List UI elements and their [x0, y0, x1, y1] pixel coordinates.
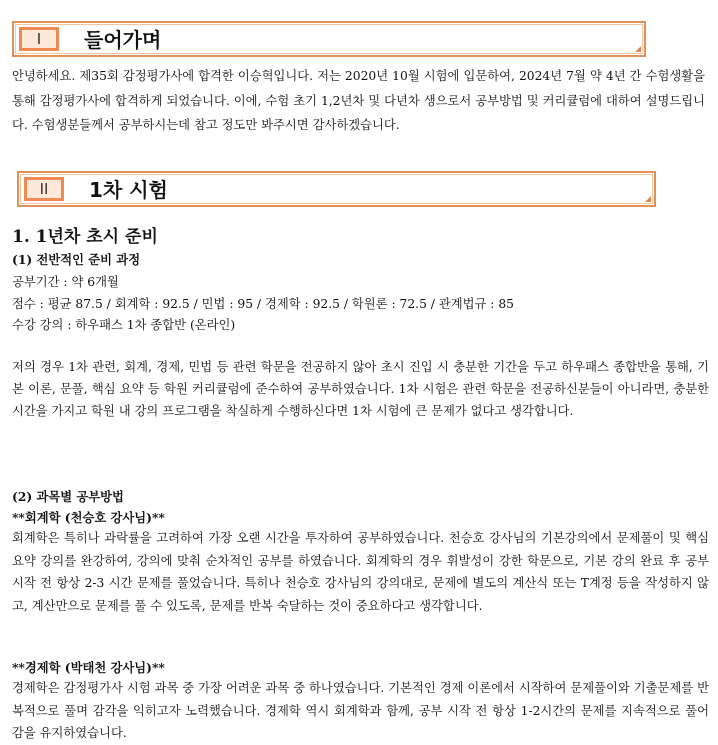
section-title: 들어가며	[84, 28, 162, 52]
intro-paragraph: 안녕하세요. 제35회 감정평가사에 합격한 이승혁입니다. 저는 2020년 10월 시험에 입문하여, 2024년 7월 약 4년 간 수험생활을 통해 감정평가사에 합격하게 되었습니다. 이에, 수험 초기 1,2년차 및 다년차 생으로서 공부방법 및 커리큘럼에 대하여 설명드립니다. 수험생분들께서 공부하시는데 참고 정도만 봐주시면 감사하겠습니다.	[12, 69, 705, 132]
section-header-2	[17, 171, 656, 207]
accounting-paragraph: 회계학은 특히나 과락률을 고려하여 가장 오랜 시간을 투자하여 공부하였습니다. 천승호 강사님의 기본강의에서 문제풀이 및 핵심 요약 강의를 완강하여, 강의에 맞춰 순차적인 공부를 하였습니다. 회계학의 경우 휘발성이 강한 학문으로, 기본 강의 완료 후 공부 시작 전 항상 2-3 시간 문제를 풀었습니다. 특히나 천승호 강사님의 강의대로, 문제에 별도의 계산식 또는 T계정 등을 작성하지 않고, 계산만으로 문제를 풀 수 있도록, 문제를 반복 숙달하는 것이 중요하다고 생각합니다.	[12, 531, 709, 613]
section-number-badge	[19, 27, 59, 51]
part1-heading: (1) 전반적인 준비 과정	[12, 252, 141, 267]
economics-heading: **경제학 (박태천 강사님)**	[12, 660, 165, 675]
corner-triangle-icon	[635, 46, 641, 52]
section-number: I	[22, 30, 56, 48]
section-header-1	[12, 21, 646, 57]
study-period: 공부기간 : 약 6개월	[12, 275, 119, 289]
accounting-heading: **회계학 (천승호 강사님)**	[12, 510, 165, 525]
section-title: 1차 시험	[89, 178, 168, 202]
subsection-heading: 1. 1년차 초시 준비	[12, 227, 158, 247]
economics-paragraph: 경제학은 감정평가사 시험 과목 중 가장 어려운 과목 중 하나였습니다. 기본적인 경제 이론에서 시작하여 문제풀이와 기출문제를 반복적으로 풀며 감각을 익히고자 노력했습니다. 경제학 역시 회계학과 함께, 공부 시작 전 항상 1-2시간의 문제를 지속적으로 풀어 감을 유지하였습니다.	[12, 681, 709, 740]
scores-line: 점수 : 평균 87.5 / 회계학 : 92.5 / 민법 : 95 / 경제학 : 92.5 / 학원론 : 72.5 / 관계법규 : 85	[12, 297, 514, 311]
section-number: II	[27, 180, 61, 198]
section-number-badge	[24, 177, 64, 201]
lecture-line: 수강 강의 : 하우패스 1차 종합반 (온라인)	[12, 318, 236, 332]
part2-heading: (2) 과목별 공부방법	[12, 489, 124, 504]
overview-paragraph: 저의 경우 1차 관련, 회계, 경제, 민법 등 관련 학문을 전공하지 않아 초시 진입 시 충분한 기간을 두고 하우패스 종합반을 통해, 기본 이론, 문풀, 핵심 요약 등 학원 커리큘럼에 준수하여 공부하였습니다. 1차 시험은 관련 학문을 전공하신분들이 아니라면, 충분한 시간을 가지고 학원 내 강의 프로그램을 착실하게 수행하신다면 1차 시험에 큰 문제가 없다고 생각합니다.	[12, 360, 709, 418]
corner-triangle-icon	[645, 196, 651, 202]
